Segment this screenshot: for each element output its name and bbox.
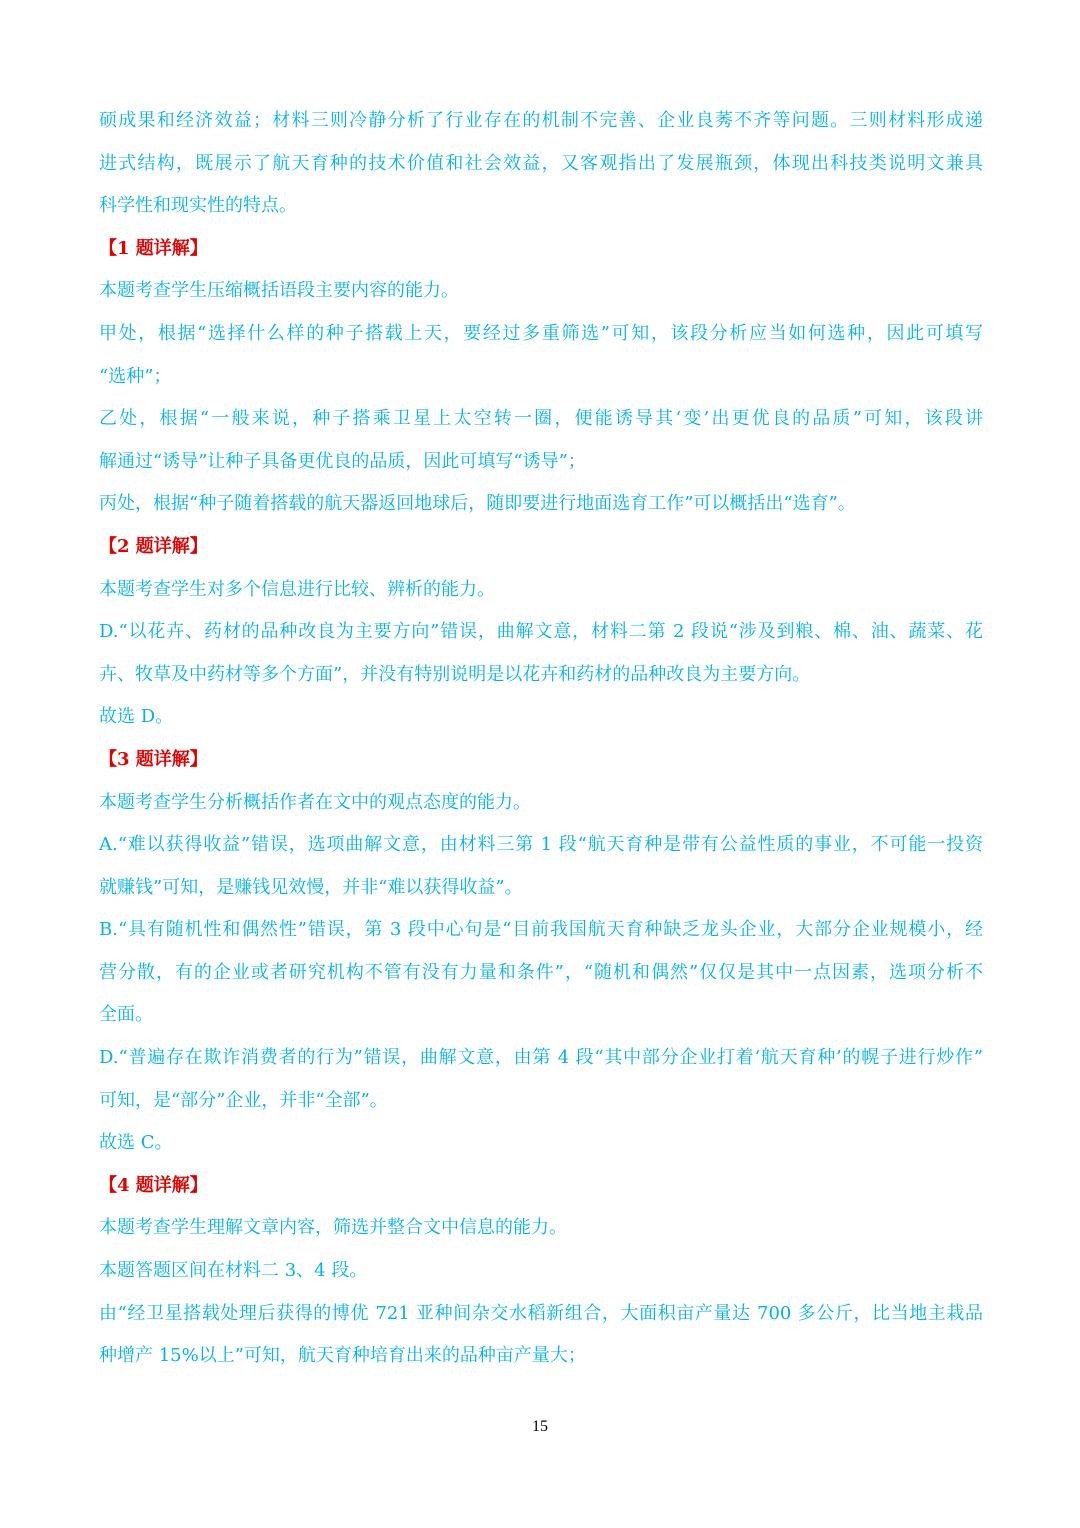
text-line: 营分散，有的企业或者研究机构不管有没有力量和条件”，“随机和偶然”仅仅是其中一点因素，选项分析不 xyxy=(99,961,983,983)
page-number: 15 xyxy=(532,1418,548,1435)
document-body xyxy=(99,100,983,1378)
text-line: 本题考查学生理解文章内容，筛选并整合文中信息的能力。 xyxy=(99,1217,567,1239)
text-line: 进式结构，既展示了航天育种的技术价值和社会效益，又客观指出了发展瓶颈，体现出科技类说明文兼具 xyxy=(99,152,983,174)
text-line: 由“经卫星搭载处理后获得的博优 721 亚种间杂交水稻新组合，大面积亩产量达 700 多公斤，比当地主栽品 xyxy=(99,1302,983,1324)
text-line: 本题考查学生分析概括作者在文中的观点态度的能力。 xyxy=(99,791,531,813)
text-line: 可知，是“部分”企业，并非“全部”。 xyxy=(99,1089,388,1111)
text-line: 乙处，根据“一般来说，种子搭乘卫星上太空转一圈，便能诱导其‘变’出更优良的品质”可知，该段讲 xyxy=(99,408,983,430)
text-line: 本题答题区间在材料二 3、4 段。 xyxy=(99,1260,368,1282)
section-heading: 【2 题详解】 xyxy=(99,535,208,557)
section-heading: 【3 题详解】 xyxy=(99,748,208,770)
text-line: 硕成果和经济效益；材料三则冷静分析了行业存在的机制不完善、企业良莠不齐等问题。三则材料形成递 xyxy=(99,110,983,131)
text-line: D.“以花卉、药材的品种改良为主要方向”错误，曲解文意，材料二第 2 段说“涉及到粮、棉、油、蔬菜、花 xyxy=(99,621,983,643)
text-line: 种增产 15%以上”可知，航天育种培育出来的品种亩产量大； xyxy=(99,1345,586,1367)
text-line: 全面。 xyxy=(99,1004,153,1026)
text-line: 本题考查学生压缩概括语段主要内容的能力。 xyxy=(99,280,459,302)
text-line: 本题考查学生对多个信息进行比较、辨析的能力。 xyxy=(99,578,495,600)
text-line: 故选 D。 xyxy=(99,706,174,728)
section-heading: 【4 题详解】 xyxy=(99,1174,208,1196)
text-line: 甲处，根据“选择什么样的种子搭载上天，要经过多重筛选”可知，该段分析应当如何选种，因此可填写 xyxy=(99,322,983,344)
section-heading: 【1 题详解】 xyxy=(99,237,208,259)
text-line: 故选 C。 xyxy=(99,1132,173,1154)
text-line: 丙处，根据“种子随着搭载的航天器返回地球后，随即要进行地面选育工作”可以概括出“选育”。 xyxy=(99,493,856,515)
text-line: A.“难以获得收益”错误，选项曲解文意，由材料三第 1 段“航天育种是带有公益性质的事业，不可能一投资 xyxy=(99,834,983,856)
text-line: 就赚钱”可知，是赚钱见效慢，并非“难以获得收益”。 xyxy=(99,876,523,898)
text-line: “选种”； xyxy=(99,365,172,387)
text-line: 解通过“诱导”让种子具备更优良的品质，因此可填写“诱导”； xyxy=(99,450,586,472)
text-line: D.“普遍存在欺诈消费者的行为”错误，曲解文意，由第 4 段“其中部分企业打着‘航天育种’的幌子进行炒作” xyxy=(99,1047,983,1069)
text-line: B.“具有随机性和偶然性”错误，第 3 段中心句是“目前我国航天育种缺乏龙头企业，大部分企业规模小，经 xyxy=(99,919,983,941)
text-line: 卉、牧草及中药材等多个方面”，并没有特别说明是以花卉和药材的品种改良为主要方向。 xyxy=(99,663,811,685)
text-line: 科学性和现实性的特点。 xyxy=(99,195,297,217)
